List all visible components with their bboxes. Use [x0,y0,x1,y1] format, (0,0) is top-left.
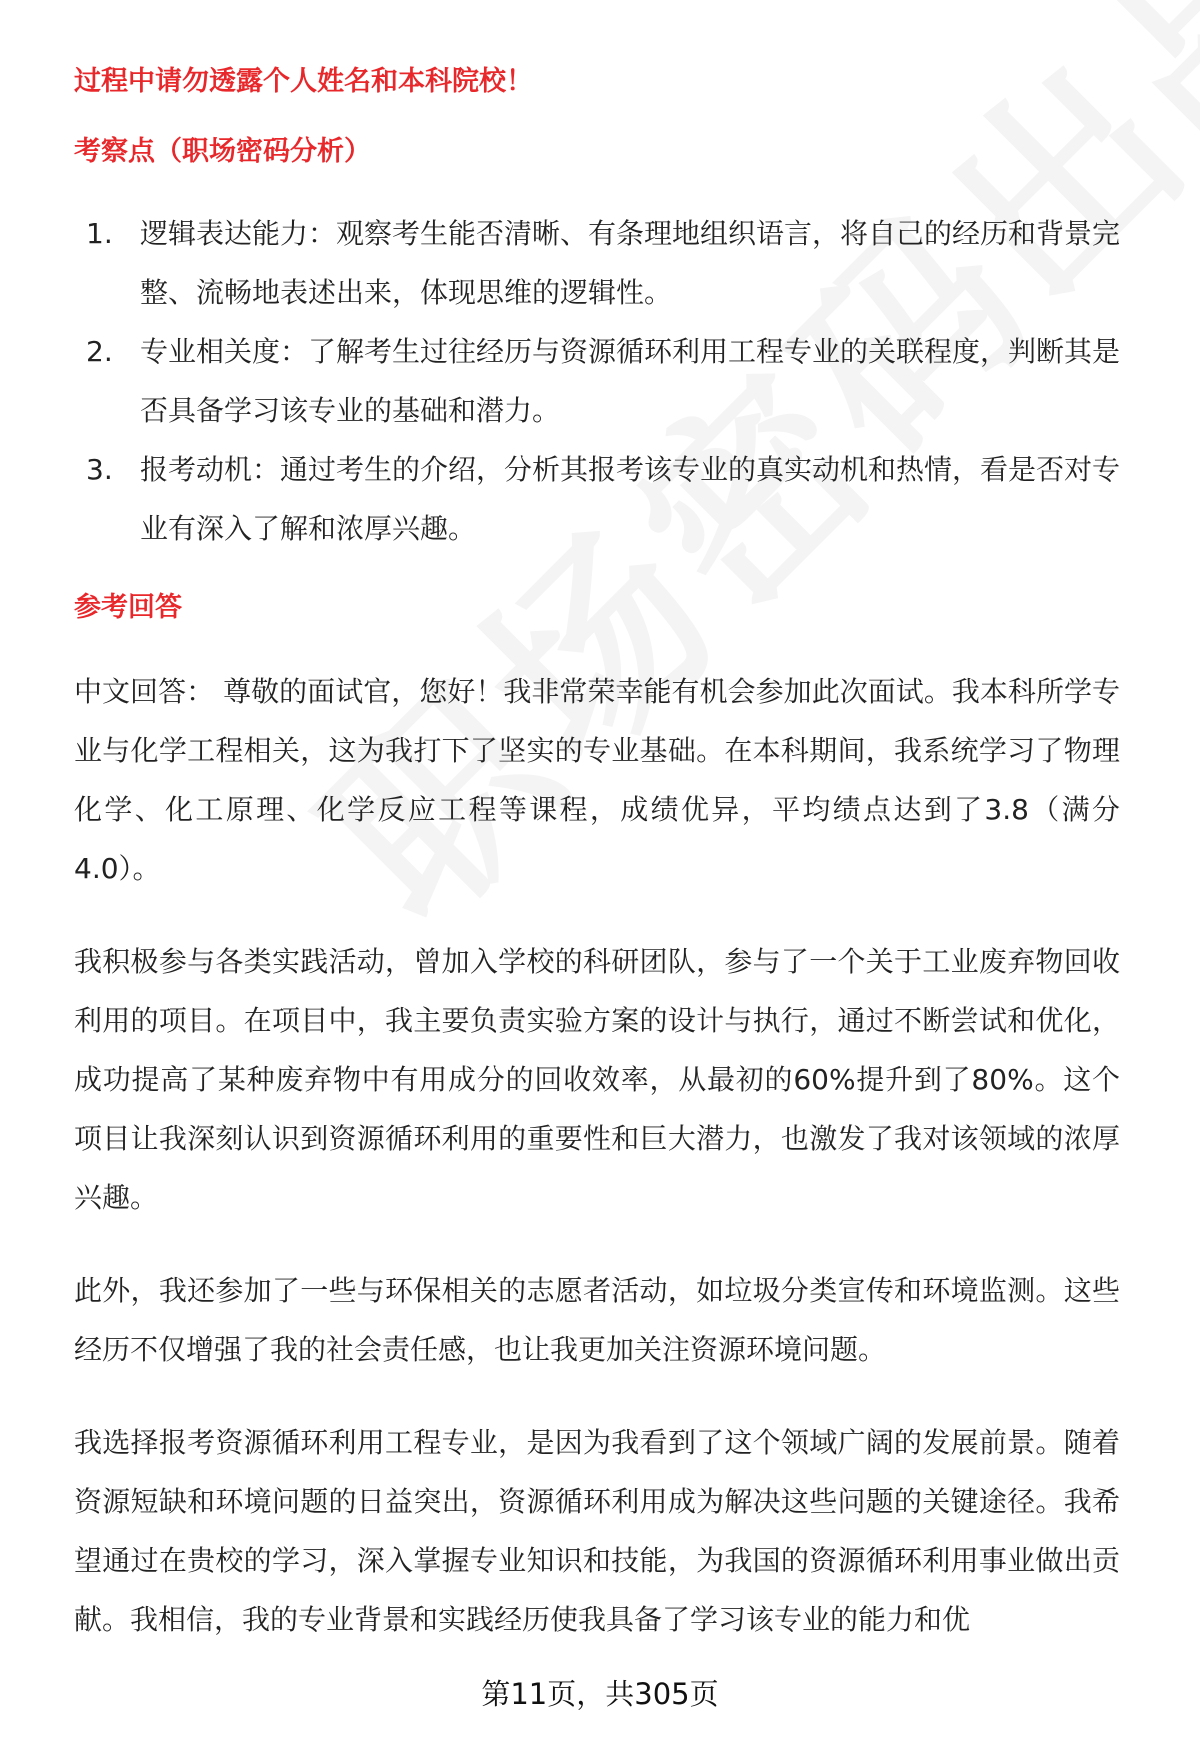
checkpoints-list [74,204,1120,558]
checkpoints-heading: 考察点（职场密码分析） [74,136,371,167]
list-item-number: 3. [86,453,113,486]
list-item [74,322,1120,440]
list-item-text: 报考动机：通过考生的介绍，分析其报考该专业的真实动机和热情，看是否对专业有深入了解和浓厚兴趣。 [140,453,1121,545]
answer-paragraph: 我积极参与各类实践活动，曾加入学校的科研团队，参与了一个关于工业废弃物回收利用的项目。在项目中，我主要负责实验方案的设计与执行，通过不断尝试和优化，成功提高了某种废弃物中有用成分的回收效率，从最初的60%提升到了80%。这个项目让我深刻认识到资源循环利用的重要性和巨大潜力，也激发了我对该领域的浓厚兴趣。 [74,945,1120,1214]
page-number: 第11页，共305页 [481,1677,719,1711]
list-item [74,440,1120,558]
privacy-warning: 过程中请勿透露个人姓名和本科院校！ [74,66,533,97]
list-item-number: 2. [86,335,113,368]
list-item [74,204,1120,322]
list-item-text: 专业相关度：了解考生过往经历与资源循环利用工程专业的关联程度，判断其是否具备学习该专业的基础和潜力。 [140,335,1121,427]
list-item-number: 1. [86,217,113,250]
answer-paragraph: 我选择报考资源循环利用工程专业，是因为我看到了这个领域广阔的发展前景。随着资源短缺和环境问题的日益突出，资源循环利用成为解决这些问题的关键途径。我希望通过在贵校的学习，深入掌握专业知识和技能，为我国的资源循环利用事业做出贡献。我相信，我的专业背景和实践经历使我具备了学习该专业的能力和优 [74,1426,1120,1636]
answer-paragraph: 中文回答： 尊敬的面试官，您好！我非常荣幸能有机会参加此次面试。我本科所学专业与化学工程相关，这为我打下了坚实的专业基础。在本科期间，我系统学习了物理化学、化工原理、化学反应工程等课程，成绩优异，平均绩点达到了3.8（满分4.0）。 [74,675,1120,885]
list-item-text: 逻辑表达能力：观察考生能否清晰、有条理地组织语言，将自己的经历和背景完整、流畅地表述出来，体现思维的逻辑性。 [140,217,1121,309]
answer-heading: 参考回答 [74,592,182,623]
answer-paragraph: 此外，我还参加了一些与环保相关的志愿者活动，如垃圾分类宣传和环境监测。这些经历不仅增强了我的社会责任感，也让我更加关注资源环境问题。 [74,1274,1120,1366]
